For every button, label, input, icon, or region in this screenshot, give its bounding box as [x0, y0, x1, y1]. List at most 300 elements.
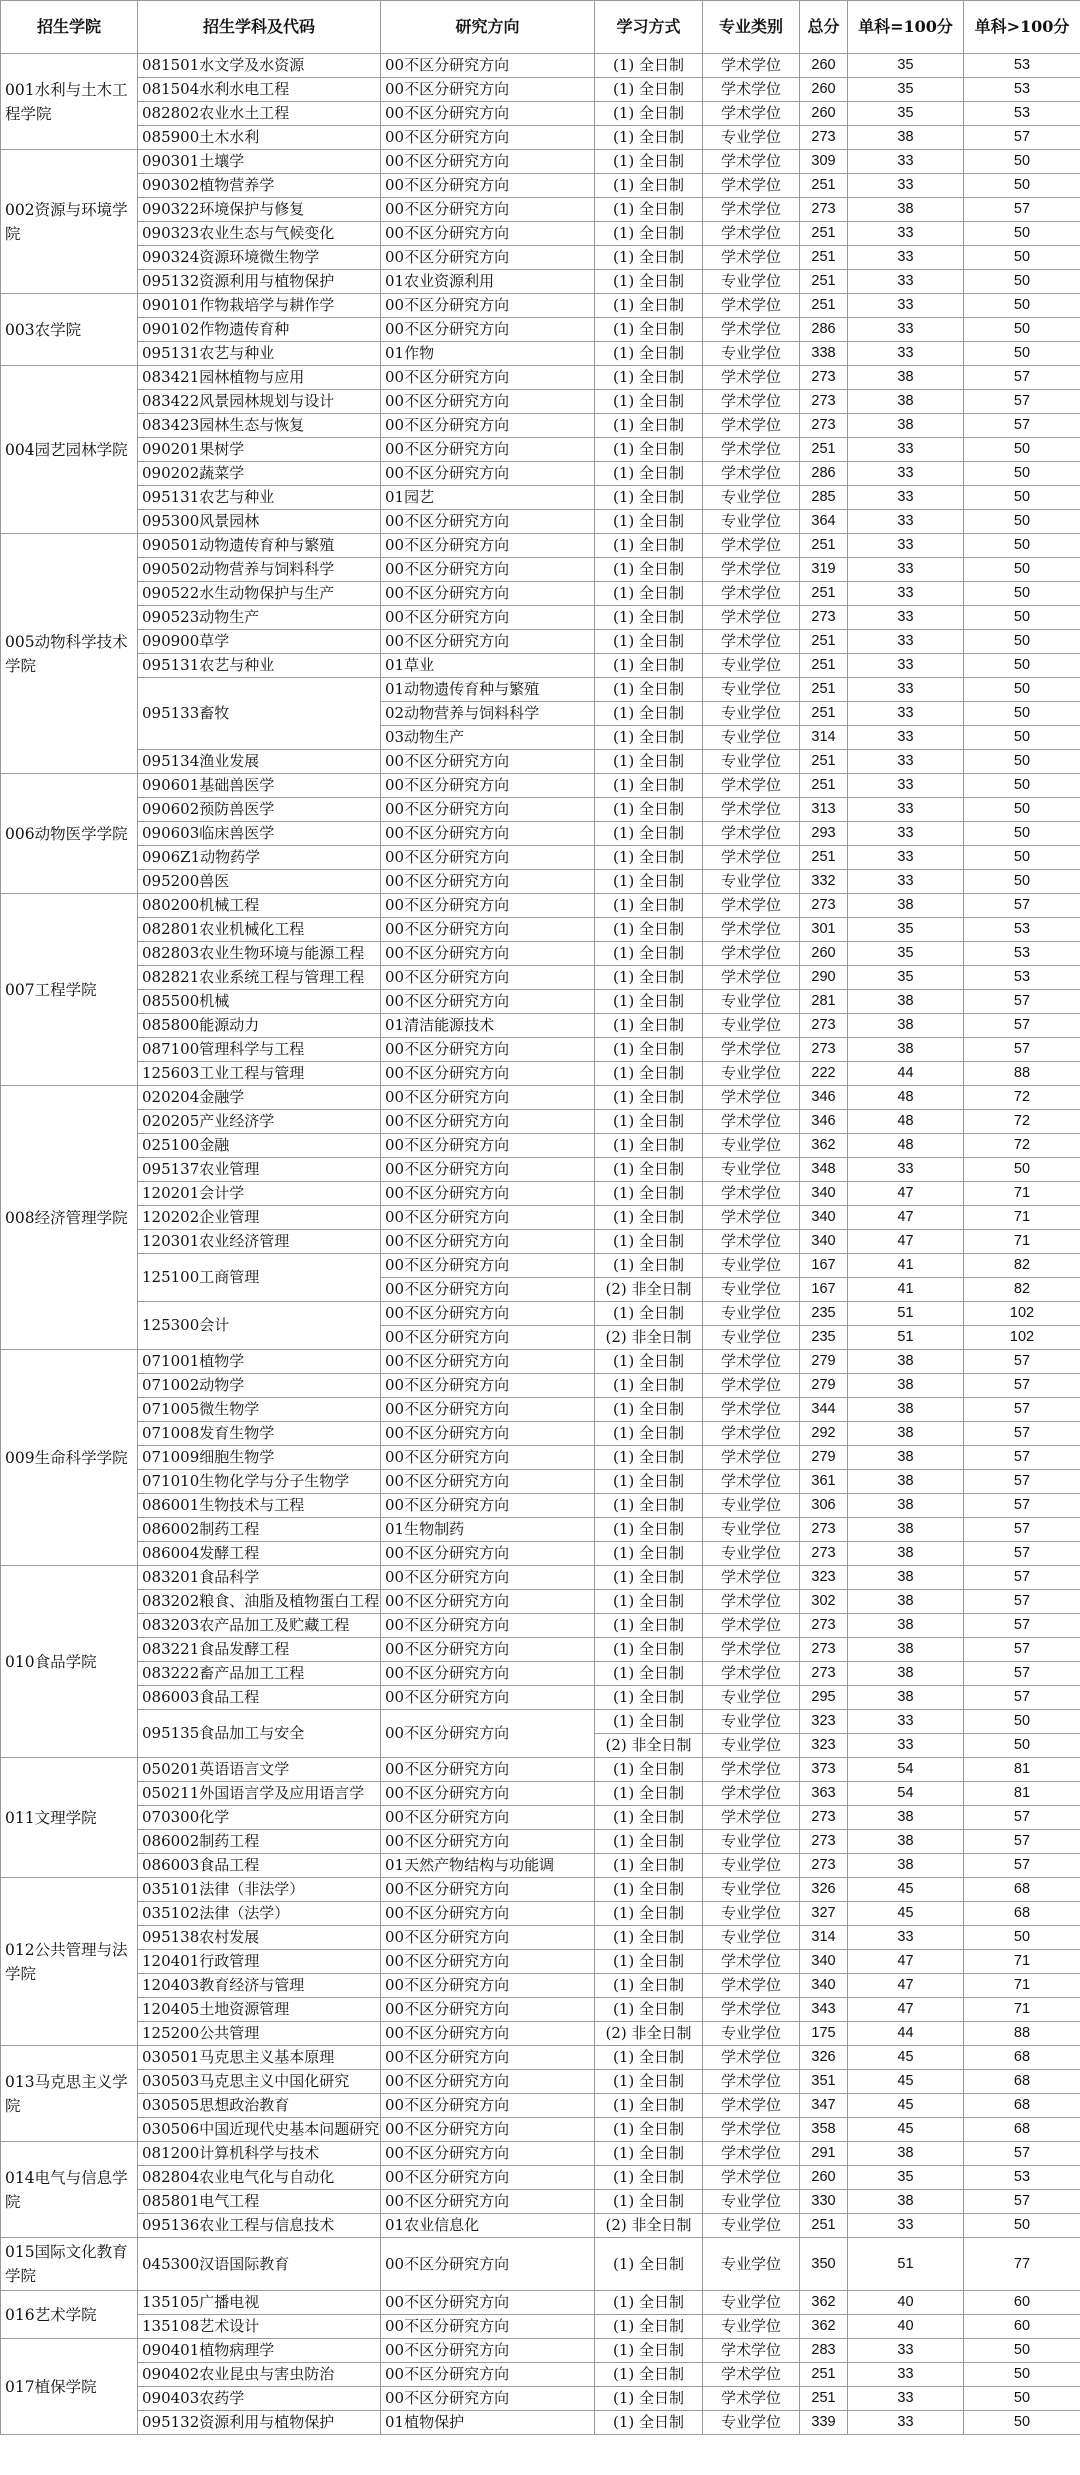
direction-cell: 00不区分研究方向	[381, 990, 595, 1014]
degree-type-cell: 学术学位	[703, 414, 800, 438]
degree-type-cell: 专业学位	[703, 1926, 800, 1950]
degree-type-cell: 学术学位	[703, 630, 800, 654]
single-100-cell: 33	[848, 702, 964, 726]
direction-cell: 00不区分研究方向	[381, 1182, 595, 1206]
total-score-cell: 363	[800, 1782, 848, 1806]
single-over-100-cell: 50	[964, 462, 1080, 486]
major-cell: 090102作物遗传育种	[138, 318, 381, 342]
degree-type-cell: 学术学位	[703, 606, 800, 630]
study-mode-cell: (1) 全日制	[595, 990, 703, 1014]
degree-type-cell: 专业学位	[703, 1518, 800, 1542]
single-over-100-cell: 50	[964, 846, 1080, 870]
study-mode-cell: (1) 全日制	[595, 2190, 703, 2214]
single-100-cell: 38	[848, 1518, 964, 1542]
direction-cell: 00不区分研究方向	[381, 558, 595, 582]
total-score-cell: 290	[800, 966, 848, 990]
college-cell: 009生命科学学院	[1, 1350, 138, 1566]
degree-type-cell: 专业学位	[703, 750, 800, 774]
table-row	[1, 222, 1080, 246]
total-score-cell: 286	[800, 462, 848, 486]
total-score-cell: 340	[800, 1206, 848, 1230]
study-mode-cell: (1) 全日制	[595, 1470, 703, 1494]
major-cell: 095300风景园林	[138, 510, 381, 534]
table-row	[1, 678, 1080, 702]
total-score-cell: 235	[800, 1302, 848, 1326]
direction-cell: 00不区分研究方向	[381, 582, 595, 606]
direction-cell: 00不区分研究方向	[381, 1062, 595, 1086]
study-mode-cell: (1) 全日制	[595, 1014, 703, 1038]
total-score-cell: 348	[800, 1158, 848, 1182]
degree-type-cell: 专业学位	[703, 2315, 800, 2339]
single-100-cell: 38	[848, 1854, 964, 1878]
total-score-cell: 343	[800, 1998, 848, 2022]
study-mode-cell: (1) 全日制	[595, 606, 703, 630]
degree-type-cell: 学术学位	[703, 894, 800, 918]
header-single-100: 单科=100分	[848, 1, 964, 54]
major-cell: 083203农产品加工及贮藏工程	[138, 1614, 381, 1638]
table-row	[1, 438, 1080, 462]
study-mode-cell: (1) 全日制	[595, 1230, 703, 1254]
table-row	[1, 2070, 1080, 2094]
single-100-cell: 38	[848, 1542, 964, 1566]
degree-type-cell: 专业学位	[703, 2022, 800, 2046]
study-mode-cell: (1) 全日制	[595, 1710, 703, 1734]
direction-cell: 00不区分研究方向	[381, 1878, 595, 1902]
degree-type-cell: 学术学位	[703, 150, 800, 174]
study-mode-cell: (1) 全日制	[595, 1974, 703, 1998]
single-100-cell: 33	[848, 1734, 964, 1758]
total-score-cell: 347	[800, 2094, 848, 2118]
total-score-cell: 273	[800, 1614, 848, 1638]
major-cell: 083222畜产品加工工程	[138, 1662, 381, 1686]
study-mode-cell: (1) 全日制	[595, 318, 703, 342]
table-row	[1, 1062, 1080, 1086]
table-row	[1, 1446, 1080, 1470]
table-row	[1, 630, 1080, 654]
major-cell: 095133畜牧	[138, 678, 381, 750]
table-row	[1, 1134, 1080, 1158]
study-mode-cell: (1) 全日制	[595, 1110, 703, 1134]
single-100-cell: 33	[848, 438, 964, 462]
direction-cell: 00不区分研究方向	[381, 1902, 595, 1926]
table-row	[1, 1014, 1080, 1038]
study-mode-cell: (1) 全日制	[595, 1926, 703, 1950]
major-cell: 090403农药学	[138, 2387, 381, 2411]
table-row	[1, 1710, 1080, 1734]
total-score-cell: 293	[800, 822, 848, 846]
degree-type-cell: 学术学位	[703, 102, 800, 126]
total-score-cell: 260	[800, 2166, 848, 2190]
major-cell: 085500机械	[138, 990, 381, 1014]
direction-cell: 00不区分研究方向	[381, 1038, 595, 1062]
study-mode-cell: (1) 全日制	[595, 1374, 703, 1398]
table-row	[1, 198, 1080, 222]
total-score-cell: 285	[800, 486, 848, 510]
direction-cell: 00不区分研究方向	[381, 246, 595, 270]
major-cell: 086003食品工程	[138, 1686, 381, 1710]
single-over-100-cell: 68	[964, 2070, 1080, 2094]
degree-type-cell: 学术学位	[703, 1662, 800, 1686]
direction-cell: 00不区分研究方向	[381, 438, 595, 462]
table-row	[1, 1878, 1080, 1902]
single-over-100-cell: 50	[964, 726, 1080, 750]
degree-type-cell: 学术学位	[703, 1446, 800, 1470]
single-over-100-cell: 50	[964, 486, 1080, 510]
major-cell: 095132资源利用与植物保护	[138, 2411, 381, 2435]
study-mode-cell: (1) 全日制	[595, 1038, 703, 1062]
study-mode-cell: (1) 全日制	[595, 1638, 703, 1662]
single-100-cell: 38	[848, 1422, 964, 1446]
single-100-cell: 33	[848, 870, 964, 894]
study-mode-cell: (1) 全日制	[595, 2315, 703, 2339]
direction-cell: 00不区分研究方向	[381, 366, 595, 390]
degree-type-cell: 学术学位	[703, 1806, 800, 1830]
single-100-cell: 33	[848, 606, 964, 630]
single-over-100-cell: 53	[964, 942, 1080, 966]
major-cell: 090502动物营养与饲料科学	[138, 558, 381, 582]
direction-cell: 00不区分研究方向	[381, 1086, 595, 1110]
direction-cell: 00不区分研究方向	[381, 150, 595, 174]
single-100-cell: 38	[848, 1350, 964, 1374]
single-100-cell: 48	[848, 1134, 964, 1158]
major-cell: 086001生物技术与工程	[138, 1494, 381, 1518]
direction-cell: 03动物生产	[381, 726, 595, 750]
study-mode-cell: (1) 全日制	[595, 2046, 703, 2070]
study-mode-cell: (1) 全日制	[595, 1254, 703, 1278]
single-over-100-cell: 53	[964, 78, 1080, 102]
total-score-cell: 323	[800, 1566, 848, 1590]
total-score-cell: 362	[800, 1134, 848, 1158]
study-mode-cell: (1) 全日制	[595, 798, 703, 822]
header-direction: 研究方向	[381, 1, 595, 54]
major-cell: 090601基础兽医学	[138, 774, 381, 798]
single-over-100-cell: 57	[964, 1686, 1080, 1710]
total-score-cell: 260	[800, 102, 848, 126]
single-over-100-cell: 57	[964, 1614, 1080, 1638]
total-score-cell: 273	[800, 606, 848, 630]
single-100-cell: 45	[848, 2094, 964, 2118]
study-mode-cell: (1) 全日制	[595, 1518, 703, 1542]
single-100-cell: 47	[848, 1182, 964, 1206]
table-row	[1, 1950, 1080, 1974]
single-100-cell: 38	[848, 1494, 964, 1518]
major-cell: 030503马克思主义中国化研究	[138, 2070, 381, 2094]
single-100-cell: 38	[848, 366, 964, 390]
degree-type-cell: 学术学位	[703, 2142, 800, 2166]
total-score-cell: 302	[800, 1590, 848, 1614]
single-over-100-cell: 50	[964, 702, 1080, 726]
major-cell: 090522水生动物保护与生产	[138, 582, 381, 606]
major-cell: 090401植物病理学	[138, 2339, 381, 2363]
direction-cell: 01植物保护	[381, 2411, 595, 2435]
single-over-100-cell: 50	[964, 342, 1080, 366]
degree-type-cell: 学术学位	[703, 1422, 800, 1446]
single-over-100-cell: 71	[964, 1230, 1080, 1254]
major-cell: 083421园林植物与应用	[138, 366, 381, 390]
single-100-cell: 33	[848, 2363, 964, 2387]
single-over-100-cell: 50	[964, 510, 1080, 534]
single-100-cell: 38	[848, 1374, 964, 1398]
direction-cell: 00不区分研究方向	[381, 1278, 595, 1302]
college-cell: 005动物科学技术学院	[1, 534, 138, 774]
single-over-100-cell: 71	[964, 1950, 1080, 1974]
study-mode-cell: (1) 全日制	[595, 750, 703, 774]
total-score-cell: 273	[800, 894, 848, 918]
degree-type-cell: 专业学位	[703, 486, 800, 510]
study-mode-cell: (1) 全日制	[595, 582, 703, 606]
direction-cell: 00不区分研究方向	[381, 1758, 595, 1782]
college-cell: 004园艺园林学院	[1, 366, 138, 534]
single-100-cell: 40	[848, 2291, 964, 2315]
single-over-100-cell: 50	[964, 870, 1080, 894]
degree-type-cell: 学术学位	[703, 1086, 800, 1110]
degree-type-cell: 专业学位	[703, 1158, 800, 1182]
table-row	[1, 1974, 1080, 1998]
major-cell: 090900草学	[138, 630, 381, 654]
total-score-cell: 295	[800, 1686, 848, 1710]
direction-cell: 00不区分研究方向	[381, 318, 595, 342]
direction-cell: 00不区分研究方向	[381, 510, 595, 534]
table-row	[1, 2363, 1080, 2387]
table-row	[1, 150, 1080, 174]
direction-cell: 01园艺	[381, 486, 595, 510]
study-mode-cell: (1) 全日制	[595, 78, 703, 102]
total-score-cell: 251	[800, 2387, 848, 2411]
major-cell: 120301农业经济管理	[138, 1230, 381, 1254]
single-100-cell: 33	[848, 726, 964, 750]
study-mode-cell: (1) 全日制	[595, 558, 703, 582]
degree-type-cell: 专业学位	[703, 1734, 800, 1758]
single-over-100-cell: 50	[964, 1926, 1080, 1950]
single-over-100-cell: 81	[964, 1782, 1080, 1806]
direction-cell: 00不区分研究方向	[381, 846, 595, 870]
total-score-cell: 273	[800, 1830, 848, 1854]
total-score-cell: 340	[800, 1182, 848, 1206]
single-over-100-cell: 71	[964, 1182, 1080, 1206]
college-cell: 012公共管理与法学院	[1, 1878, 138, 2046]
direction-cell: 00不区分研究方向	[381, 1110, 595, 1134]
study-mode-cell: (1) 全日制	[595, 1398, 703, 1422]
study-mode-cell: (1) 全日制	[595, 678, 703, 702]
single-100-cell: 38	[848, 1014, 964, 1038]
direction-cell: 00不区分研究方向	[381, 798, 595, 822]
direction-cell: 00不区分研究方向	[381, 1494, 595, 1518]
major-cell: 090302植物营养学	[138, 174, 381, 198]
single-100-cell: 33	[848, 270, 964, 294]
single-over-100-cell: 50	[964, 558, 1080, 582]
major-cell: 082801农业机械化工程	[138, 918, 381, 942]
single-over-100-cell: 53	[964, 102, 1080, 126]
direction-cell: 00不区分研究方向	[381, 1974, 595, 1998]
degree-type-cell: 学术学位	[703, 1566, 800, 1590]
major-cell: 071008发育生物学	[138, 1422, 381, 1446]
major-cell: 030506中国近现代史基本问题研究	[138, 2118, 381, 2142]
single-over-100-cell: 57	[964, 126, 1080, 150]
direction-cell: 00不区分研究方向	[381, 102, 595, 126]
degree-type-cell: 学术学位	[703, 1998, 800, 2022]
degree-type-cell: 学术学位	[703, 222, 800, 246]
single-over-100-cell: 50	[964, 606, 1080, 630]
study-mode-cell: (1) 全日制	[595, 1494, 703, 1518]
study-mode-cell: (1) 全日制	[595, 846, 703, 870]
table-row	[1, 558, 1080, 582]
major-cell: 095131农艺与种业	[138, 654, 381, 678]
college-cell: 013马克思主义学院	[1, 2046, 138, 2142]
total-score-cell: 260	[800, 78, 848, 102]
direction-cell: 00不区分研究方向	[381, 126, 595, 150]
direction-cell: 01草业	[381, 654, 595, 678]
study-mode-cell: (1) 全日制	[595, 1806, 703, 1830]
direction-cell: 00不区分研究方向	[381, 1926, 595, 1950]
study-mode-cell: (2) 非全日制	[595, 1326, 703, 1350]
single-over-100-cell: 60	[964, 2291, 1080, 2315]
major-cell: 095131农艺与种业	[138, 342, 381, 366]
major-cell: 085800能源动力	[138, 1014, 381, 1038]
major-cell: 095132资源利用与植物保护	[138, 270, 381, 294]
single-100-cell: 35	[848, 942, 964, 966]
total-score-cell: 326	[800, 2046, 848, 2070]
total-score-cell: 313	[800, 798, 848, 822]
single-over-100-cell: 57	[964, 1542, 1080, 1566]
table-row	[1, 1398, 1080, 1422]
single-over-100-cell: 72	[964, 1134, 1080, 1158]
single-100-cell: 47	[848, 1950, 964, 1974]
direction-cell: 00不区分研究方向	[381, 606, 595, 630]
study-mode-cell: (1) 全日制	[595, 510, 703, 534]
table-row	[1, 2022, 1080, 2046]
degree-type-cell: 专业学位	[703, 870, 800, 894]
degree-type-cell: 学术学位	[703, 918, 800, 942]
total-score-cell: 235	[800, 1326, 848, 1350]
table-row	[1, 2238, 1080, 2291]
degree-type-cell: 专业学位	[703, 702, 800, 726]
college-cell: 014电气与信息学院	[1, 2142, 138, 2238]
single-100-cell: 44	[848, 1062, 964, 1086]
study-mode-cell: (1) 全日制	[595, 1134, 703, 1158]
direction-cell: 00不区分研究方向	[381, 750, 595, 774]
study-mode-cell: (1) 全日制	[595, 1950, 703, 1974]
study-mode-cell: (1) 全日制	[595, 2387, 703, 2411]
single-100-cell: 35	[848, 918, 964, 942]
major-cell: 090602预防兽医学	[138, 798, 381, 822]
single-over-100-cell: 50	[964, 318, 1080, 342]
table-row	[1, 342, 1080, 366]
direction-cell: 00不区分研究方向	[381, 1638, 595, 1662]
single-over-100-cell: 68	[964, 1878, 1080, 1902]
degree-type-cell: 学术学位	[703, 78, 800, 102]
study-mode-cell: (1) 全日制	[595, 2363, 703, 2387]
total-score-cell: 273	[800, 390, 848, 414]
degree-type-cell: 学术学位	[703, 582, 800, 606]
degree-type-cell: 学术学位	[703, 822, 800, 846]
major-cell: 090501动物遗传育种与繁殖	[138, 534, 381, 558]
direction-cell: 00不区分研究方向	[381, 2315, 595, 2339]
table-row	[1, 798, 1080, 822]
single-100-cell: 33	[848, 822, 964, 846]
table-row	[1, 294, 1080, 318]
single-100-cell: 51	[848, 1302, 964, 1326]
total-score-cell: 319	[800, 558, 848, 582]
major-cell: 095200兽医	[138, 870, 381, 894]
table-row	[1, 1614, 1080, 1638]
degree-type-cell: 学术学位	[703, 966, 800, 990]
degree-type-cell: 学术学位	[703, 54, 800, 78]
degree-type-cell: 学术学位	[703, 2046, 800, 2070]
major-cell: 071002动物学	[138, 1374, 381, 1398]
single-over-100-cell: 71	[964, 1206, 1080, 1230]
degree-type-cell: 专业学位	[703, 1878, 800, 1902]
study-mode-cell: (1) 全日制	[595, 1878, 703, 1902]
single-100-cell: 33	[848, 654, 964, 678]
single-over-100-cell: 82	[964, 1254, 1080, 1278]
degree-type-cell: 学术学位	[703, 1950, 800, 1974]
table-row	[1, 1998, 1080, 2022]
single-over-100-cell: 68	[964, 1902, 1080, 1926]
major-cell: 090101作物栽培学与耕作学	[138, 294, 381, 318]
study-mode-cell: (1) 全日制	[595, 1998, 703, 2022]
degree-type-cell: 学术学位	[703, 1038, 800, 1062]
study-mode-cell: (1) 全日制	[595, 2118, 703, 2142]
table-row	[1, 1494, 1080, 1518]
major-cell: 050201英语语言文学	[138, 1758, 381, 1782]
single-100-cell: 38	[848, 198, 964, 222]
college-cell: 002资源与环境学院	[1, 150, 138, 294]
study-mode-cell: (1) 全日制	[595, 1902, 703, 1926]
college-cell: 006动物医学学院	[1, 774, 138, 894]
total-score-cell: 273	[800, 1806, 848, 1830]
direction-cell: 00不区分研究方向	[381, 174, 595, 198]
direction-cell: 00不区分研究方向	[381, 1374, 595, 1398]
total-score-cell: 314	[800, 1926, 848, 1950]
single-over-100-cell: 50	[964, 630, 1080, 654]
major-cell: 086002制药工程	[138, 1830, 381, 1854]
single-100-cell: 41	[848, 1278, 964, 1302]
study-mode-cell: (1) 全日制	[595, 54, 703, 78]
single-100-cell: 51	[848, 1326, 964, 1350]
single-100-cell: 33	[848, 318, 964, 342]
degree-type-cell: 学术学位	[703, 366, 800, 390]
total-score-cell: 251	[800, 2214, 848, 2238]
study-mode-cell: (1) 全日制	[595, 1086, 703, 1110]
single-over-100-cell: 50	[964, 438, 1080, 462]
study-mode-cell: (1) 全日制	[595, 534, 703, 558]
study-mode-cell: (1) 全日制	[595, 918, 703, 942]
study-mode-cell: (1) 全日制	[595, 1662, 703, 1686]
table-row	[1, 918, 1080, 942]
single-over-100-cell: 68	[964, 2046, 1080, 2070]
single-over-100-cell: 68	[964, 2118, 1080, 2142]
single-over-100-cell: 60	[964, 2315, 1080, 2339]
major-cell: 085801电气工程	[138, 2190, 381, 2214]
direction-cell: 00不区分研究方向	[381, 2339, 595, 2363]
degree-type-cell: 专业学位	[703, 1278, 800, 1302]
degree-type-cell: 专业学位	[703, 2238, 800, 2291]
table-row	[1, 1374, 1080, 1398]
degree-type-cell: 学术学位	[703, 798, 800, 822]
major-cell: 081501水文学及水资源	[138, 54, 381, 78]
table-row	[1, 1926, 1080, 1950]
degree-type-cell: 学术学位	[703, 2070, 800, 2094]
table-row	[1, 1230, 1080, 1254]
degree-type-cell: 专业学位	[703, 1494, 800, 1518]
direction-cell: 00不区分研究方向	[381, 630, 595, 654]
table-row	[1, 822, 1080, 846]
total-score-cell: 273	[800, 1014, 848, 1038]
degree-type-cell: 专业学位	[703, 1254, 800, 1278]
direction-cell: 00不区分研究方向	[381, 2118, 595, 2142]
study-mode-cell: (1) 全日制	[595, 774, 703, 798]
major-cell: 070300化学	[138, 1806, 381, 1830]
